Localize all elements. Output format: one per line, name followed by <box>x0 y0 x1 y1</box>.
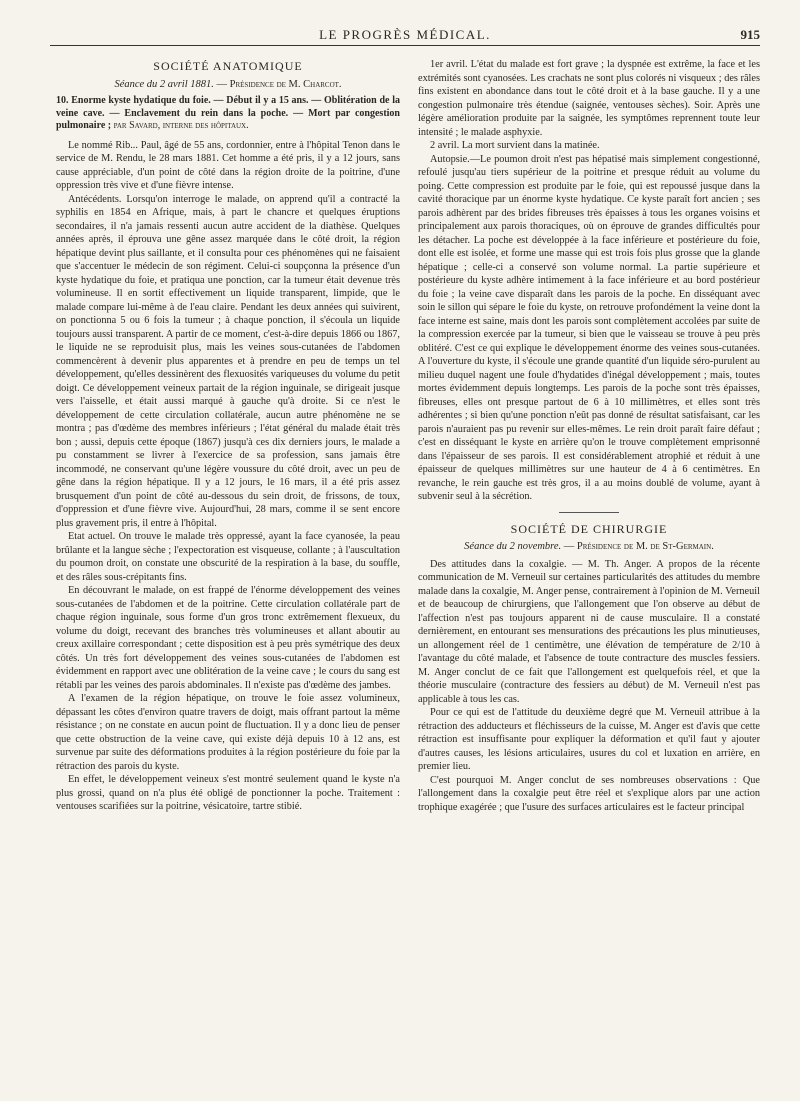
case-author: par Savard, interne des hôpitaux. <box>113 120 249 131</box>
paragraph: C'est pourquoi M. Anger conclut de ses nombreuses observations : Que l'allongement dans la coxalgie peut être réel et s'explique alors par une action trophique exagérée ; que l'usure des surfaces articulaires est le facteur principal <box>418 774 760 813</box>
right-column <box>418 58 760 814</box>
paragraph: A l'examen de la région hépatique, on trouve le foie assez volumineux, dépassant les côtes d'environ quatre travers de doigt, mais offrant partout la même résistance ; on ne constate en aucun point de fluctuation. Il y a donc lieu de penser que cette obstruction de la veine cave, qui existe déjà depuis 10 à 12 ans, est survenue par suite des déformations produites à la région postérieure du foie par la rétraction des parois du kyste. <box>56 693 400 772</box>
paragraph: Etat actuel. On trouve le malade très oppressé, ayant la face cyanosée, la peau brûlante et la langue sèche ; l'expectoration est visqueuse, collante ; à l'auscultation du poumon droit, on constate une obscurité de la respiration à la base, du souffle, et des râles sous-crépitants fins. <box>56 531 400 583</box>
session-presidency: — Présidence de M. de St-Germain. <box>563 541 714 552</box>
paragraph: Des attitudes dans la coxalgie. — M. Th. Anger. A propos de la récente communication de M. Verneuil sur certaines particularités des attitudes du membre malade dans la coxalgie, M. Anger pense, contrairement à l'opinion de M. Verneuil et de beaucoup de chirurgiens, que l'allongement que l'on observe au début de l'affection n'est pas toujours apparent ni de cause musculaire. Il a constaté dernièrement, en entourant ses mensurations des précautions les plus minutieuses, un allongement réel de 1 centimètre, une élévation de température de 2/10 à l'avantage du côté malade, et l'absence de toute contracture des muscles fessiers. M. Anger conclut de ce fait que l'allongement est quelquefois réel, et que la théorie musculaire (contracture des fessiers au début) de M. Verneuil n'est pas applicable à tous les cas. <box>418 558 760 705</box>
paragraph: En effet, le développement veineux s'est montré seulement quand le kyste n'a plus grossi, quand on n'a plus été obligé de ponctionner la poche. Traitement : ventouses scarifiées sur la poitrine, vésicatoire, tartre stibié. <box>56 774 400 812</box>
session-line <box>56 78 400 92</box>
case-heading: 10. Enorme kyste hydatique du foie. — Début il y a 15 ans. — Oblitération de la veine cave. — Enclavement du rein dans la poche. — Mort par congestion pulmonaire ; <box>56 95 400 131</box>
case-title <box>56 95 400 133</box>
page-number: 915 <box>740 27 760 42</box>
running-head <box>50 27 760 46</box>
section-title-chirurgie: SOCIÉTÉ DE CHIRURGIE <box>510 521 668 536</box>
paragraph: Autopsie.—Le poumon droit n'est pas hépatisé mais simplement congestionné, refoulé jusqu'au tiers supérieur de la poitrine et presque réduit au volume du poing. Cette compression est produite par le foie, qui est repoussé jusque dans la cavité thoracique par un énorme kyste hydatique. Ce kyste paraît fort ancien ; ses parois adhèrent par des brides fibreuses très épaisses à tous les organes voisins et principalement aux parois thoraciques, où on éprouve de grandes difficultés pour les détacher. La poche est développée à la face inférieure et postérieure du foie, dont elle est isolée, et forme une masse qui est trois fois plus grosse que la glande hépatique ; celle-ci a conservé son volume normal. La partie supérieure et postérieure du kyste adhère intimement à la face inférieure et au bord postérieur du foie ; la veine cave disparaît dans les parois de la poche. En disséquant avec soin le sillon qui sépare le foie du kyste, on retrouve profondément la veine dont la face interne est saine, mais dont les parois sont complètement accolées par suite de la compression exercée par la tumeur, si bien que le vaisseau se trouve à peu près oblitéré. C'est ce qui explique le développement énorme des veines sous-cutanées. A l'ouverture du kyste, il s'écoule une grande quantité d'un liquide séro-purulent au milieu duquel nagent une foule d'hydatides d'inégal développement ; mais, toutes mortes évidemment depuis longtemps. Les parois de la poche sont très épaisses, fibreuses, elles ont presque partout de 6 à 10 millimètres, et elles sont très adhérentes ; si bien qu'une ponction n'eût pas donné de résultat satisfaisant, car les parois n'auraient pas pu revenir sur elles-mêmes. Le rein droit paraît faire défaut ; c'est en disséquant le kyste en arrière qu'on le trouve complètement emprisonné dans l'épaisseur de ses parois. Il est considérablement atrophié et réduit à une épaisseur de quelques millimètres sur une hauteur de 4 à 6 centimètres. En revanche, le rein gauche est très gros, il a au moins doublé de volume, ayant à subvenir seul à la sécrétion. <box>418 153 760 502</box>
section-divider <box>559 512 619 513</box>
session-line <box>418 540 760 554</box>
paragraph: 2 avril. La mort survient dans la matinée. <box>430 140 600 151</box>
section-title-anatomique: SOCIÉTÉ ANATOMIQUE <box>153 59 303 73</box>
paragraph: Pour ce qui est de l'attitude du deuxième degré que M. Verneuil attribue à la rétraction des adducteurs et fléchisseurs de la cuisse, M. Anger est d'avis que cette rétraction est insuffisante pour expliquer la déformation et qu'il faut y ajouter d'autres causes, les lésions articulaires, usures du col et luxation en arrière, en premier lieu. <box>418 707 760 772</box>
journal-title: LE PROGRÈS MÉDICAL. <box>319 27 491 42</box>
session-date: Séance du 2 novembre. <box>464 541 562 552</box>
session-presidency: — Présidence de M. Charcot. <box>216 78 342 90</box>
paragraph: Le nommé Rib... Paul, âgé de 55 ans, cordonnier, entre à l'hôpital Tenon dans le service de M. Rendu, le 28 mars 1881. Cet homme a été pris, il y a 12 jours, sans cause appréciable, d'un point de côté dans la région droite de la poitrine, d'une oppression très vive et d'une fièvre intense. <box>56 139 400 191</box>
paragraph: 1er avril. L'état du malade est fort grave ; la dyspnée est extrême, la face et les extrémités sont cyanosées. Les crachats ne sont plus colorés ni visqueux ; des râles fins existent en abondance dans tout le côté droit et à la base gauche. Il y a une congestion pulmonaire très étendue (saignée, ventouses sèches). Soir. Après une légère amélioration produite par la saignée, les symptômes reprennent toute leur intensité ; le malade asphyxie. <box>418 59 760 138</box>
paragraph: Antécédents. Lorsqu'on interroge le malade, on apprend qu'il a contracté la syphilis en 1854 en Afrique, mais, à part le chancre et quelques éruptions secondaires, il n'a jamais ressenti aucun autre accident de la diathèse. Quelques années après, il éprouva une gêne assez marquée dans le côté droit, la région hépatique devint plus saillante, et il consulta pour ces phénomènes qui ne faisaient que s'accentuer le médecin de son régiment. Celui-ci soupçonna la présence d'un kyste hydatique du foie, et pratiqua une ponction, car la tumeur était devenue très volumineuse. Il en sortit effectivement un liquide transparent, limpide, que le malade compare lui-même à de l'eau claire. Pendant les deux années qui suivirent, on ponctionna 5 ou 6 fois la tumeur ; à chaque ponction, il s'écoula un liquide toujours aussi transparent. A partir de ce moment, c'est-à-dire depuis 1866 ou 1867, le liquide ne se reproduisit plus, mais les veines sous-cutanées de l'abdomen commencèrent à devenir plus apparentes et à prendre en peu de temps un tel développement, qu'elles dessinèrent des flexuosités variqueuses du volume du petit doigt. Ce développement veineux partait de la région inguinale, se dirigeait jusque vers l'aisselle, et était aussi marqué à gauche qu'à droite. Si ce n'est le développement de cette circulation collatérale, aucun autre phénomène ne se montra ; pas d'œdème des membres inférieurs ; l'état général du malade était très bon ; aussi, depuis cette époque (1867) jusqu'à ces dix derniers jours, le malade a pu constamment se livrer à l'exercice de sa profession, sans jamais être incommodé, ne conservant qu'une légère voussure du côté droit, avec un peu de gêne dans la région hépatique. Il y a 12 jours, le 16 mars, il a été pris assez brusquement d'un point de côté au-dessous du sein droit, de frissons, de toux, d'oppression et d'une fièvre vive. Aujourd'hui, 28 mars, comme il se sent encore plus gravement pris, il entre à l'hôpital. <box>56 193 400 529</box>
left-column <box>56 58 400 814</box>
paragraph: En découvrant le malade, on est frappé de l'énorme développement des veines sous-cutanées de l'abdomen et de la poitrine. Cette circulation collatérale part de chaque région inguinale, sous forme d'un gros tronc extrêmement flexueux, du volume du doigt, recevant des branches très volumineuses et allant aboutir au creux axillaire correspondant ; cette disposition est à peu près symétrique des deux côtés. Un très fort développement des veines sous-cutanées de l'abdomen est évidemment en rapport avec une oblitération de la veine cave ; le cours du sang est rétabli par les veines des parois abdominales. Il n'existe pas d'œdème des jambes. <box>56 585 400 691</box>
session-date: Séance du 2 avril 1881. <box>114 78 214 90</box>
